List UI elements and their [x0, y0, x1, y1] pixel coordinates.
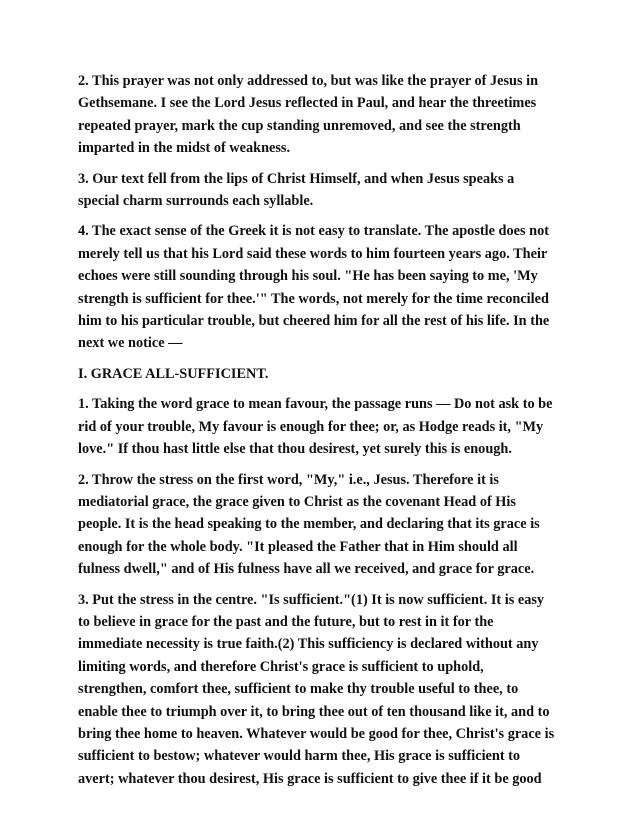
- section-heading: [78, 363, 578, 385]
- paragraph-gap: [78, 212, 578, 220]
- text-line: enable thee to triumph over it, to bring thee out of ten thousand like it, and to: [78, 703, 550, 720]
- text-line: to believe in grace for the past and the future, but to rest in it for the: [78, 613, 494, 630]
- text-line: limiting words, and therefore Christ's grace is sufficient to uphold,: [78, 658, 484, 675]
- text-line: enough for the whole body. "It pleased the Father that in Him should all: [78, 538, 518, 555]
- text-line: mediatorial grace, the grace given to Christ as the covenant Head of His: [78, 493, 516, 510]
- text-line: rid of your trouble, My favour is enough for thee; or, as Hodge reads it, "My: [78, 418, 544, 435]
- text-line: repeated prayer, mark the cup standing unremoved, and see the strength: [78, 117, 521, 134]
- paragraph-prayer-gethsemane: [78, 70, 578, 160]
- text-line: strength is sufficient for thee.'" The words, not merely for the time reconciled: [78, 290, 549, 307]
- text-line: strengthen, comfort thee, sufficient to make thy trouble useful to thee, to: [78, 681, 519, 698]
- paragraph-grace-favour: [78, 393, 578, 460]
- text-line: 2. Throw the stress on the first word, "My," i.e., Jesus. Therefore it is: [78, 471, 499, 488]
- paragraph-lips-of-christ: [78, 168, 578, 213]
- text-line: immediate necessity is true faith.(2) This sufficiency is declared without any: [78, 636, 539, 653]
- paragraph-greek-sense: [78, 220, 578, 354]
- paragraph-stress-first-word: [78, 469, 578, 581]
- text-line: next we notice —: [78, 335, 183, 352]
- heading-line: I. GRACE ALL-SUFFICIENT.: [78, 365, 269, 382]
- text-line: special charm surrounds each syllable.: [78, 193, 314, 210]
- text-line: Gethsemane. I see the Lord Jesus reflected in Paul, and hear the threetimes: [78, 95, 537, 112]
- text-line: bring thee home to heaven. Whatever would be good for thee, Christ's grace is: [78, 725, 555, 742]
- text-line: fulness dwell," and of His fulness have all we received, and grace for grace.: [78, 561, 535, 578]
- text-line: people. It is the head speaking to the member, and declaring that its grace is: [78, 516, 540, 533]
- text-line: merely tell us that his Lord said these words to him fourteen years ago. Their: [78, 245, 548, 262]
- paragraph-gap: [78, 355, 578, 363]
- paragraph-gap: [78, 581, 578, 589]
- text-line: 4. The exact sense of the Greek it is not easy to translate. The apostle does not: [78, 223, 549, 240]
- paragraph-gap: [78, 160, 578, 168]
- text-line: 3. Our text fell from the lips of Christ Himself, and when Jesus speaks a: [78, 170, 515, 187]
- text-line: 3. Put the stress in the centre. "Is sufficient."(1) It is now sufficient. It is easy: [78, 591, 545, 608]
- document-body: [78, 70, 578, 790]
- text-line: echoes were still sounding through his soul. "He has been saying to me, 'My: [78, 268, 538, 285]
- text-line: 1. Taking the word grace to mean favour, the passage runs — Do not ask to be: [78, 396, 553, 413]
- text-line: imparted in the midst of weakness.: [78, 140, 291, 157]
- text-line: 2. This prayer was not only addressed to, but was like the prayer of Jesus in: [78, 73, 539, 89]
- paragraph-stress-centre: [78, 589, 578, 791]
- text-line: love." If thou hast little else that thou desirest, yet surely this is enough.: [78, 441, 512, 458]
- text-line: sufficient to bestow; whatever would harm thee, His grace is sufficient to: [78, 748, 521, 765]
- text-line: avert; whatever thou desirest, His grace is sufficient to give thee if it be good: [78, 770, 542, 787]
- paragraph-gap: [78, 385, 578, 393]
- text-line: him to his particular trouble, but cheered him for all the rest of his life. In the: [78, 313, 550, 330]
- paragraph-gap: [78, 461, 578, 469]
